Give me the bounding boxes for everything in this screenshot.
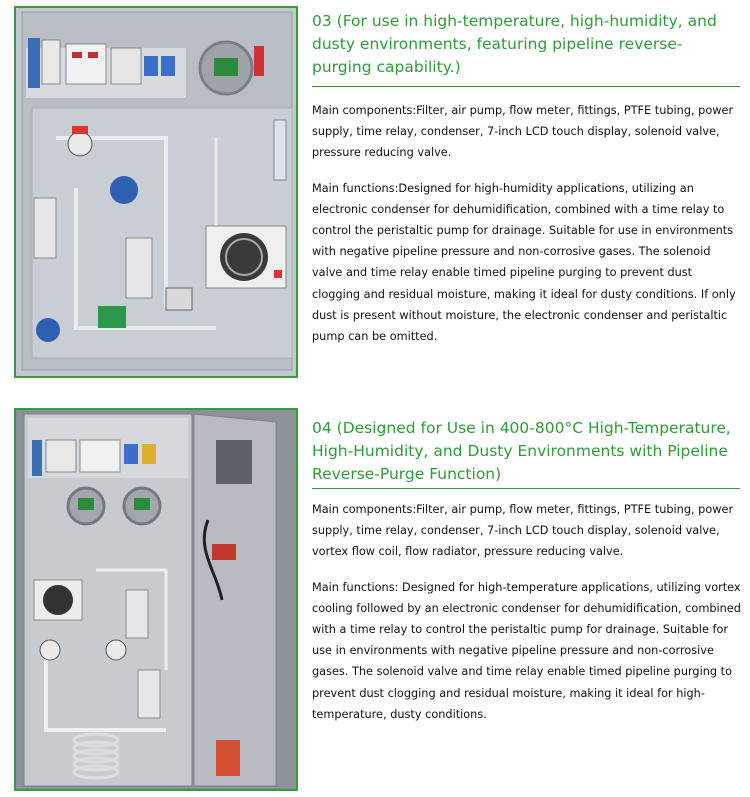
title-divider [312, 488, 740, 489]
section-title: 03 (For use in high-temperature, high-humidity, and dusty environments, featuring pipeline reverse-purging capability.) [312, 12, 717, 76]
main-components: Main components:Filter, air pump, flow meter, fittings, PTFE tubing, power supply, time relay, condenser, 7-inch LCD touch display, solenoid valve, vortex flow coil, flow radiator, pressure reducing valve. [312, 503, 734, 559]
section-03-body [312, 100, 742, 347]
section-04-text [312, 417, 742, 486]
main-functions: Main functions:Designed for high-humidity applications, utilizing an electronic condenser for dehumidification, combined with a time relay to control the peristaltic pump for drainage. Suitable for use in environments with negative pipeline pressure and non-corrosive gases. The solenoid valve and time relay enable timed pipeline purging to prevent dust clogging and residual moisture, making it ideal for dusty conditions. If only dust is present without moisture, the electronic condenser and peristaltic pump can be omitted. [312, 181, 736, 344]
section-03-text [312, 10, 742, 79]
title-divider [312, 86, 740, 87]
product-section-03 [0, 0, 750, 385]
product-section-04 [0, 405, 750, 797]
cabinet-illustration-03 [16, 8, 296, 376]
section-04-body [312, 499, 742, 725]
section-title: 04 (Designed for Use in 400-800°C High-Temperature, High-Humidity, and Dusty Environments with Pipeline Reverse-Purge Function) [312, 419, 731, 483]
cabinet-photo-04 [14, 408, 298, 791]
cabinet-illustration-04 [16, 410, 296, 789]
cabinet-photo-03 [14, 6, 298, 378]
main-functions: Main functions: Designed for high-temperature applications, utilizing vortex cooling followed by an electronic condenser for dehumidification, combined with a time relay to control the peristaltic pump for drainage. Suitable for use in environments with negative pipeline pressure and non-corrosive gases. The solenoid valve and time relay enable timed pipeline purging to prevent dust clogging and residual moisture, making it ideal for high-temperature, dusty conditions. [312, 580, 741, 721]
main-components: Main components:Filter, air pump, flow meter, fittings, PTFE tubing, power supply, time relay, condenser, 7-inch LCD touch display, solenoid valve, pressure reducing valve. [312, 104, 734, 160]
